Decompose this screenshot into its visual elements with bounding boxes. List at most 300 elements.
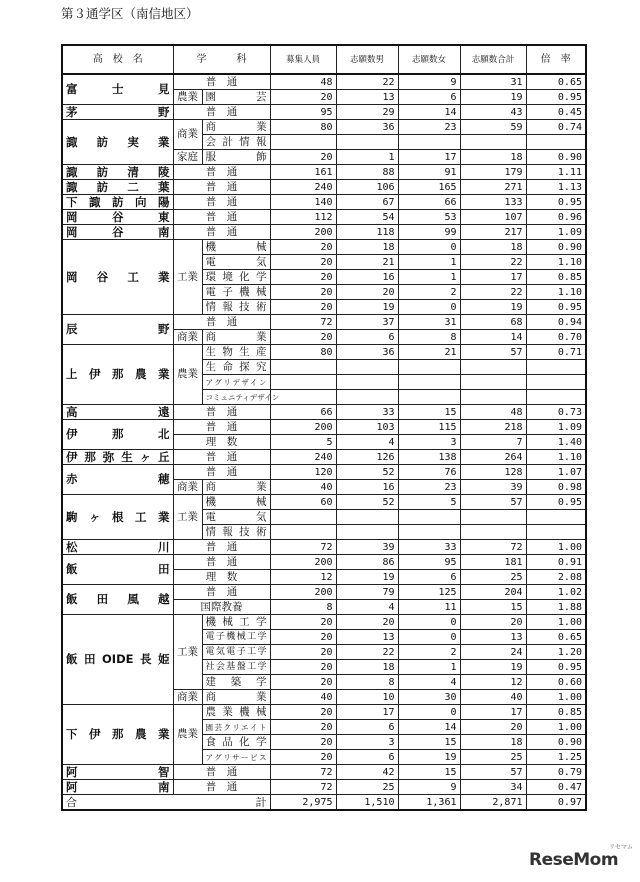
applicants-male-cell: 20	[336, 615, 398, 630]
school-name: 飯田OIDE長姫	[62, 615, 173, 705]
applicants-total-cell: 25	[460, 750, 526, 765]
course-category: 商業	[173, 120, 202, 150]
header-school: 高 校 名	[62, 45, 173, 74]
applicants-male-cell: 1	[336, 150, 398, 165]
ratio-cell: 1.00	[526, 615, 586, 630]
table-row	[62, 420, 586, 435]
applicants-total-cell: 68	[460, 315, 526, 330]
applicants-total-cell: 271	[460, 180, 526, 195]
department-name: 電気電子工学	[202, 645, 270, 660]
table-row	[62, 615, 586, 630]
ratio-cell: 1.13	[526, 180, 586, 195]
school-name: 飯 田	[62, 555, 173, 585]
capacity-cell: 40	[270, 480, 336, 495]
applicants-female-cell: 66	[398, 195, 460, 210]
department-name: 環境化学	[202, 270, 270, 285]
department-name: 電 気	[202, 510, 270, 525]
school-name: 下諏訪向陽	[62, 195, 173, 210]
applicants-male-cell: 13	[336, 90, 398, 105]
applicants-total-cell: 17	[460, 705, 526, 720]
applicants-male-cell: 16	[336, 270, 398, 285]
department-name: 服 飾	[202, 150, 270, 165]
course-category: 家庭	[173, 150, 202, 165]
capacity-cell: 120	[270, 465, 336, 480]
applicants-total-cell: 204	[460, 585, 526, 600]
applicants-total-cell	[460, 375, 526, 390]
applicants-male-cell: 36	[336, 345, 398, 360]
applicants-female-cell: 99	[398, 225, 460, 240]
table-row	[62, 780, 586, 795]
applicants-female-cell: 0	[398, 240, 460, 255]
applicants-male-cell: 25	[336, 780, 398, 795]
header-row	[62, 45, 586, 74]
table-row	[62, 765, 586, 780]
capacity-cell: 72	[270, 780, 336, 795]
department-name: 園芸クリエイト	[202, 720, 270, 735]
capacity-cell: 200	[270, 225, 336, 240]
applicants-male-cell: 21	[336, 255, 398, 270]
capacity-cell: 95	[270, 105, 336, 120]
capacity-cell: 20	[270, 90, 336, 105]
capacity-cell: 20	[270, 705, 336, 720]
capacity-cell: 20	[270, 750, 336, 765]
department-name: 電 気	[202, 255, 270, 270]
table-row	[62, 74, 586, 90]
applicants-female-cell: 1	[398, 660, 460, 675]
capacity-cell: 20	[270, 300, 336, 315]
applicants-total-cell: 264	[460, 450, 526, 465]
capacity-cell: 80	[270, 120, 336, 135]
applicants-total-cell: 7	[460, 435, 526, 450]
applicants-female-cell: 15	[398, 405, 460, 420]
ratio-cell: 0.95	[526, 90, 586, 105]
table-row	[62, 450, 586, 465]
school-name: 富 士 見	[62, 74, 173, 105]
ratio-cell: 1.00	[526, 720, 586, 735]
applicants-male-cell: 22	[336, 74, 398, 90]
applicants-total-cell: 43	[460, 105, 526, 120]
department-name: 会計情報	[202, 135, 270, 150]
applicants-total-cell: 20	[460, 615, 526, 630]
course-category: 普 通	[173, 765, 270, 780]
applicants-female-cell: 23	[398, 480, 460, 495]
school-name: 駒ヶ根工業	[62, 495, 173, 540]
capacity-cell: 40	[270, 690, 336, 705]
school-name: 諏 訪 実 業	[62, 120, 173, 165]
applicants-male-cell: 18	[336, 240, 398, 255]
applicants-total-cell: 48	[460, 405, 526, 420]
applicants-female-cell: 31	[398, 315, 460, 330]
applicants-female-cell: 5	[398, 495, 460, 510]
applicants-male-cell: 67	[336, 195, 398, 210]
capacity-cell: 8	[270, 600, 336, 615]
capacity-cell: 200	[270, 420, 336, 435]
course-category: 普 通	[173, 465, 270, 480]
capacity-cell: 20	[270, 615, 336, 630]
table-row	[62, 555, 586, 570]
applicants-total-cell	[460, 390, 526, 405]
capacity-cell: 161	[270, 165, 336, 180]
capacity-cell	[270, 135, 336, 150]
header-ratio: 倍 率	[526, 45, 586, 74]
applicants-male-cell: 20	[336, 285, 398, 300]
total-ratio: 0.97	[526, 795, 586, 811]
applicants-female-cell	[398, 390, 460, 405]
applicants-female-cell: 21	[398, 345, 460, 360]
applicants-total-cell	[460, 510, 526, 525]
table-row	[62, 195, 586, 210]
table-row	[62, 240, 586, 255]
school-name: 伊那弥生ヶ丘	[62, 450, 173, 465]
applicants-male-cell: 103	[336, 420, 398, 435]
ratio-cell: 0.95	[526, 300, 586, 315]
applicants-total-cell	[460, 525, 526, 540]
applicants-total-cell: 19	[460, 90, 526, 105]
course-category: 普 通	[173, 210, 270, 225]
applicants-female-cell: 91	[398, 165, 460, 180]
ratio-cell: 1.07	[526, 465, 586, 480]
capacity-cell: 112	[270, 210, 336, 225]
ratio-cell: 0.71	[526, 345, 586, 360]
department-name: 建 築 学	[202, 675, 270, 690]
ratio-cell: 0.98	[526, 480, 586, 495]
applicants-total-cell: 18	[460, 735, 526, 750]
department-name: 情報技術	[202, 525, 270, 540]
ratio-cell: 0.85	[526, 270, 586, 285]
applicants-female-cell: 15	[398, 765, 460, 780]
applicants-male-cell: 6	[336, 720, 398, 735]
ratio-cell	[526, 375, 586, 390]
ratio-cell: 0.70	[526, 330, 586, 345]
applicants-total-cell: 181	[460, 555, 526, 570]
applicants-male-cell: 52	[336, 495, 398, 510]
course-category: 普 通	[173, 180, 270, 195]
applicants-female-cell: 19	[398, 750, 460, 765]
capacity-cell: 12	[270, 570, 336, 585]
applicants-male-cell: 88	[336, 165, 398, 180]
applicants-female-cell: 2	[398, 645, 460, 660]
department-name: 商 業	[202, 330, 270, 345]
course-category: 普 通	[173, 195, 270, 210]
school-name: 岡 谷 工 業	[62, 240, 173, 315]
applicants-total-cell: 22	[460, 255, 526, 270]
applicants-female-cell: 14	[398, 105, 460, 120]
capacity-cell: 66	[270, 405, 336, 420]
school-name: 諏訪二葉	[62, 180, 173, 195]
applicants-male-cell: 13	[336, 630, 398, 645]
ratio-cell: 1.10	[526, 255, 586, 270]
applicants-female-cell	[398, 510, 460, 525]
department-name: 情報技術	[202, 300, 270, 315]
ratio-cell: 0.65	[526, 74, 586, 90]
table-row	[62, 405, 586, 420]
applicants-total-cell: 24	[460, 645, 526, 660]
ratio-cell: 1.09	[526, 420, 586, 435]
applicants-female-cell: 95	[398, 555, 460, 570]
applicants-total-cell: 14	[460, 330, 526, 345]
table-row	[62, 120, 586, 135]
capacity-cell: 20	[270, 720, 336, 735]
course-category: 普 通	[173, 405, 270, 420]
applicants-total-cell: 20	[460, 720, 526, 735]
ratio-cell	[526, 525, 586, 540]
table-row	[62, 210, 586, 225]
school-name: 阿 南	[62, 780, 173, 795]
applicants-male-cell: 4	[336, 435, 398, 450]
table-body	[62, 74, 586, 795]
applicants-male-cell	[336, 390, 398, 405]
department-name: 食品化学	[202, 735, 270, 750]
applicants-male-cell: 6	[336, 330, 398, 345]
capacity-cell: 20	[270, 285, 336, 300]
capacity-cell: 60	[270, 495, 336, 510]
applicants-male-cell: 86	[336, 555, 398, 570]
course-category: 普 通	[173, 165, 270, 180]
table-row	[62, 585, 586, 600]
applicants-male-cell	[336, 525, 398, 540]
applicants-female-cell: 4	[398, 675, 460, 690]
applicants-total-cell: 13	[460, 630, 526, 645]
capacity-cell: 20	[270, 330, 336, 345]
course-category: 農業	[173, 345, 202, 405]
applicants-male-cell	[336, 135, 398, 150]
ratio-cell: 1.00	[526, 540, 586, 555]
department-name: コミュニティデザイン	[202, 390, 270, 405]
course-category: 商業	[173, 330, 202, 345]
ratio-cell	[526, 360, 586, 375]
applicants-female-cell: 6	[398, 90, 460, 105]
school-name: 飯 田 風 越	[62, 585, 173, 615]
course-category: 理 数	[173, 435, 270, 450]
ratio-cell: 0.47	[526, 780, 586, 795]
applicants-male-cell: 79	[336, 585, 398, 600]
applicants-total-cell: 22	[460, 285, 526, 300]
course-category: 普 通	[173, 780, 270, 795]
applicants-female-cell: 0	[398, 300, 460, 315]
applicants-male-cell: 33	[336, 405, 398, 420]
ratio-cell: 0.65	[526, 630, 586, 645]
header-applicants-total: 志願数合計	[460, 45, 526, 74]
applicants-female-cell: 0	[398, 630, 460, 645]
school-name: 上 伊 那 農 業	[62, 345, 173, 405]
applicants-female-cell: 30	[398, 690, 460, 705]
applicants-male-cell: 18	[336, 660, 398, 675]
header-applicants-male: 志願数男	[336, 45, 398, 74]
applicants-female-cell: 17	[398, 150, 460, 165]
ratio-cell: 1.25	[526, 750, 586, 765]
capacity-cell: 20	[270, 255, 336, 270]
capacity-cell	[270, 390, 336, 405]
applicants-total-cell: 15	[460, 600, 526, 615]
table-row	[62, 540, 586, 555]
applicants-female-cell: 9	[398, 780, 460, 795]
applicants-male-cell: 8	[336, 675, 398, 690]
applicants-female-cell: 138	[398, 450, 460, 465]
school-name: 阿 智	[62, 765, 173, 780]
applicants-female-cell: 165	[398, 180, 460, 195]
course-category: 国際教養	[173, 600, 270, 615]
school-name: 下 伊 那 農 業	[62, 705, 173, 765]
applicants-male-cell: 106	[336, 180, 398, 195]
applicants-male-cell: 3	[336, 735, 398, 750]
ratio-cell	[526, 135, 586, 150]
applicants-female-cell: 1	[398, 255, 460, 270]
department-name: 商 業	[202, 480, 270, 495]
applicants-female-cell: 8	[398, 330, 460, 345]
capacity-cell: 240	[270, 450, 336, 465]
ratio-cell: 0.90	[526, 150, 586, 165]
ratio-cell: 0.60	[526, 675, 586, 690]
department-name: アグリサービス	[202, 750, 270, 765]
ratio-cell: 0.95	[526, 195, 586, 210]
applicants-female-cell: 6	[398, 570, 460, 585]
department-name: 電子機械工学	[202, 630, 270, 645]
ratio-cell: 0.90	[526, 240, 586, 255]
applicants-female-cell: 3	[398, 435, 460, 450]
capacity-cell: 72	[270, 765, 336, 780]
applicants-total-cell: 179	[460, 165, 526, 180]
resemom-logo: ReseMom	[529, 850, 619, 870]
capacity-cell: 20	[270, 735, 336, 750]
applicants-female-cell: 53	[398, 210, 460, 225]
header-applicants-female: 志願数女	[398, 45, 460, 74]
applicants-male-cell: 10	[336, 690, 398, 705]
ratio-cell: 1.20	[526, 645, 586, 660]
applicants-male-cell	[336, 375, 398, 390]
applicants-male-cell: 36	[336, 120, 398, 135]
applicants-male-cell	[336, 510, 398, 525]
course-category: 工業	[173, 240, 202, 315]
capacity-cell: 140	[270, 195, 336, 210]
course-category: 普 通	[173, 74, 270, 90]
department-name: 商 業	[202, 120, 270, 135]
capacity-cell	[270, 510, 336, 525]
applicants-male-cell: 37	[336, 315, 398, 330]
school-name: 茅 野	[62, 105, 173, 120]
course-category: 普 通	[173, 420, 270, 435]
course-category: 普 通	[173, 105, 270, 120]
applicants-total-cell: 31	[460, 74, 526, 90]
capacity-cell: 200	[270, 555, 336, 570]
applicants-total-cell: 57	[460, 495, 526, 510]
applicants-male-cell: 39	[336, 540, 398, 555]
applicants-female-cell	[398, 375, 460, 390]
ratio-cell: 0.90	[526, 735, 586, 750]
school-name: 岡 谷 東	[62, 210, 173, 225]
admissions-table	[61, 44, 587, 811]
applicants-male-cell: 118	[336, 225, 398, 240]
table-row	[62, 705, 586, 720]
applicants-male-cell: 29	[336, 105, 398, 120]
ratio-cell: 0.94	[526, 315, 586, 330]
department-name: 生命探究	[202, 360, 270, 375]
school-name: 岡 谷 南	[62, 225, 173, 240]
applicants-total-cell: 18	[460, 150, 526, 165]
ratio-cell: 2.08	[526, 570, 586, 585]
applicants-total-cell: 25	[460, 570, 526, 585]
applicants-male-cell: 54	[336, 210, 398, 225]
table-row	[62, 495, 586, 510]
applicants-total-cell: 19	[460, 300, 526, 315]
ratio-cell: 1.02	[526, 585, 586, 600]
department-name: 電子機械	[202, 285, 270, 300]
applicants-male-cell	[336, 360, 398, 375]
department-name: 機 械	[202, 240, 270, 255]
table-row	[62, 165, 586, 180]
ratio-cell: 0.85	[526, 705, 586, 720]
capacity-cell: 20	[270, 645, 336, 660]
ratio-cell: 0.91	[526, 555, 586, 570]
course-category: 普 通	[173, 555, 270, 570]
ratio-cell: 0.95	[526, 495, 586, 510]
course-category: 農業	[173, 705, 202, 765]
department-name: 商 業	[202, 690, 270, 705]
capacity-cell: 20	[270, 270, 336, 285]
department-name: 園 芸	[202, 90, 270, 105]
total-label: 合 計	[62, 795, 270, 811]
school-name: 赤 穂	[62, 465, 173, 495]
capacity-cell: 20	[270, 150, 336, 165]
applicants-male-cell: 6	[336, 750, 398, 765]
applicants-male-cell: 16	[336, 480, 398, 495]
applicants-total-cell: 57	[460, 765, 526, 780]
capacity-cell: 5	[270, 435, 336, 450]
applicants-female-cell: 115	[398, 420, 460, 435]
ratio-cell	[526, 390, 586, 405]
course-category: 理 数	[173, 570, 270, 585]
capacity-cell: 200	[270, 585, 336, 600]
ratio-cell: 0.45	[526, 105, 586, 120]
capacity-cell: 20	[270, 660, 336, 675]
ratio-cell: 0.95	[526, 660, 586, 675]
department-name: 農業機械	[202, 705, 270, 720]
applicants-total-cell: 72	[460, 540, 526, 555]
course-category: 工業	[173, 615, 202, 690]
applicants-total-cell: 57	[460, 345, 526, 360]
applicants-female-cell	[398, 135, 460, 150]
capacity-cell: 80	[270, 345, 336, 360]
applicants-female-cell: 23	[398, 120, 460, 135]
table-row	[62, 105, 586, 120]
applicants-total-cell: 17	[460, 270, 526, 285]
applicants-male-cell: 42	[336, 765, 398, 780]
ratio-cell: 1.10	[526, 285, 586, 300]
total-applicants-female: 1,361	[398, 795, 460, 811]
applicants-total-cell: 218	[460, 420, 526, 435]
applicants-male-cell: 52	[336, 465, 398, 480]
applicants-male-cell: 22	[336, 645, 398, 660]
applicants-total-cell: 39	[460, 480, 526, 495]
ratio-cell: 1.10	[526, 450, 586, 465]
capacity-cell: 240	[270, 180, 336, 195]
course-category: 普 通	[173, 540, 270, 555]
applicants-male-cell: 19	[336, 570, 398, 585]
applicants-female-cell: 11	[398, 600, 460, 615]
course-category: 商業	[173, 480, 202, 495]
department-name: 機械工学	[202, 615, 270, 630]
table-row	[62, 315, 586, 330]
applicants-male-cell: 17	[336, 705, 398, 720]
applicants-female-cell	[398, 525, 460, 540]
applicants-total-cell: 217	[460, 225, 526, 240]
department-name: アグリデザイン	[202, 375, 270, 390]
school-name: 諏訪清陵	[62, 165, 173, 180]
applicants-female-cell: 15	[398, 735, 460, 750]
applicants-female-cell: 2	[398, 285, 460, 300]
school-name: 伊 那 北	[62, 420, 173, 450]
school-name: 松 川	[62, 540, 173, 555]
capacity-cell	[270, 375, 336, 390]
